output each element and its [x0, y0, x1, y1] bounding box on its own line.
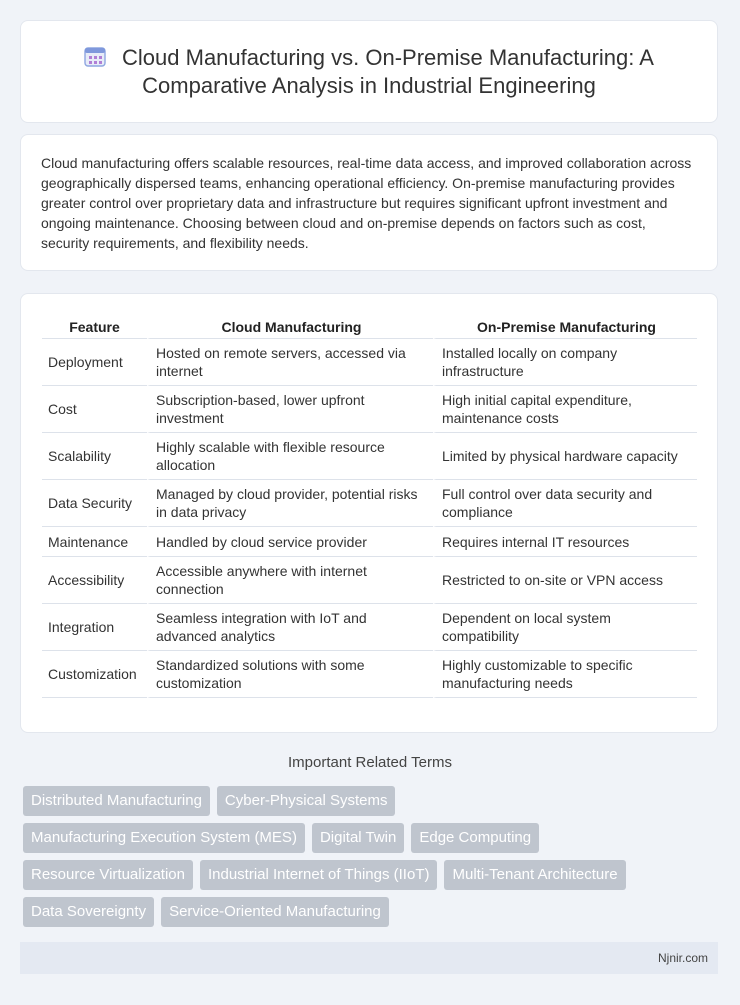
tag-row [23, 823, 723, 853]
onprem-cell: Restricted to on-site or VPN access [433, 557, 697, 604]
tag-mes[interactable]: Manufacturing Execution System (MES) [23, 823, 305, 853]
table-row [42, 604, 697, 651]
table-header-row [42, 314, 697, 339]
onprem-cell: Limited by physical hardware capacity [433, 433, 697, 480]
feature-cell: Accessibility [42, 557, 147, 604]
onprem-cell: Installed locally on company infrastructure [433, 339, 697, 386]
tag-resource-virtualization[interactable]: Resource Virtualization [23, 860, 193, 890]
calendar-grid-icon [84, 45, 106, 67]
tag-iiot[interactable]: Industrial Internet of Things (IIoT) [200, 860, 438, 890]
feature-cell: Cost [42, 386, 147, 433]
onprem-cell: Highly customizable to specific manufacturing needs [433, 651, 697, 698]
table-row [42, 386, 697, 433]
feature-cell: Maintenance [42, 527, 147, 557]
cloud-cell: Accessible anywhere with internet connection [147, 557, 433, 604]
cloud-cell: Highly scalable with flexible resource allocation [147, 433, 433, 480]
table-row [42, 339, 697, 386]
page-title [51, 44, 687, 100]
tag-row [23, 860, 723, 890]
comparison-table-card [20, 293, 718, 733]
cloud-cell: Standardized solutions with some customization [147, 651, 433, 698]
feature-cell: Deployment [42, 339, 147, 386]
tag-cyber-physical-systems[interactable]: Cyber-Physical Systems [217, 786, 396, 816]
feature-cell: Scalability [42, 433, 147, 480]
summary-card [20, 134, 718, 271]
footer [20, 942, 718, 974]
tag-edge-computing[interactable]: Edge Computing [411, 823, 539, 853]
tag-row [23, 897, 723, 927]
cloud-cell: Seamless integration with IoT and advanced analytics [147, 604, 433, 651]
related-terms-list [23, 786, 723, 934]
tag-digital-twin[interactable]: Digital Twin [312, 823, 404, 853]
summary-text: Cloud manufacturing offers scalable resources, real-time data access, and improved collaboration across geographically dispersed teams, enhancing operational efficiency. On-premise manufacturing provides greater control over proprietary data and infrastructure but requires significant upfront investment and ongoing maintenance. Choosing between cloud and on-premise depends on factors such as cost, security requirements, and flexibility needs. [41, 155, 692, 251]
page-title-text: Cloud Manufacturing vs. On-Premise Manufacturing: A Comparative Analysis in Industrial Engineering [122, 44, 654, 98]
footer-site[interactable]: Njnir.com [657, 951, 708, 965]
cloud-cell: Hosted on remote servers, accessed via internet [147, 339, 433, 386]
table-row [42, 433, 697, 480]
table-row [42, 557, 697, 604]
comparison-table [42, 314, 697, 698]
table-row [42, 651, 697, 698]
cloud-cell: Handled by cloud service provider [147, 527, 433, 557]
tag-multi-tenant-architecture[interactable]: Multi-Tenant Architecture [444, 860, 625, 890]
tag-distributed-manufacturing[interactable]: Distributed Manufacturing [23, 786, 210, 816]
tag-service-oriented-manufacturing[interactable]: Service-Oriented Manufacturing [161, 897, 389, 927]
tag-row [23, 786, 723, 816]
related-terms-heading: Important Related Terms [288, 754, 452, 771]
title-card [20, 20, 718, 123]
cloud-cell: Managed by cloud provider, potential risks in data privacy [147, 480, 433, 527]
onprem-cell: High initial capital expenditure, maintenance costs [433, 386, 697, 433]
feature-cell: Customization [42, 651, 147, 698]
table-row [42, 527, 697, 557]
onprem-cell: Full control over data security and compliance [433, 480, 697, 527]
onprem-cell: Dependent on local system compatibility [433, 604, 697, 651]
feature-cell: Integration [42, 604, 147, 651]
cloud-cell: Subscription-based, lower upfront investment [147, 386, 433, 433]
table-row [42, 480, 697, 527]
header-onprem: On-Premise Manufacturing [433, 314, 697, 339]
onprem-cell: Requires internal IT resources [433, 527, 697, 557]
feature-cell: Data Security [42, 480, 147, 527]
header-cloud: Cloud Manufacturing [147, 314, 433, 339]
tag-data-sovereignty[interactable]: Data Sovereignty [23, 897, 154, 927]
header-feature: Feature [42, 314, 147, 339]
